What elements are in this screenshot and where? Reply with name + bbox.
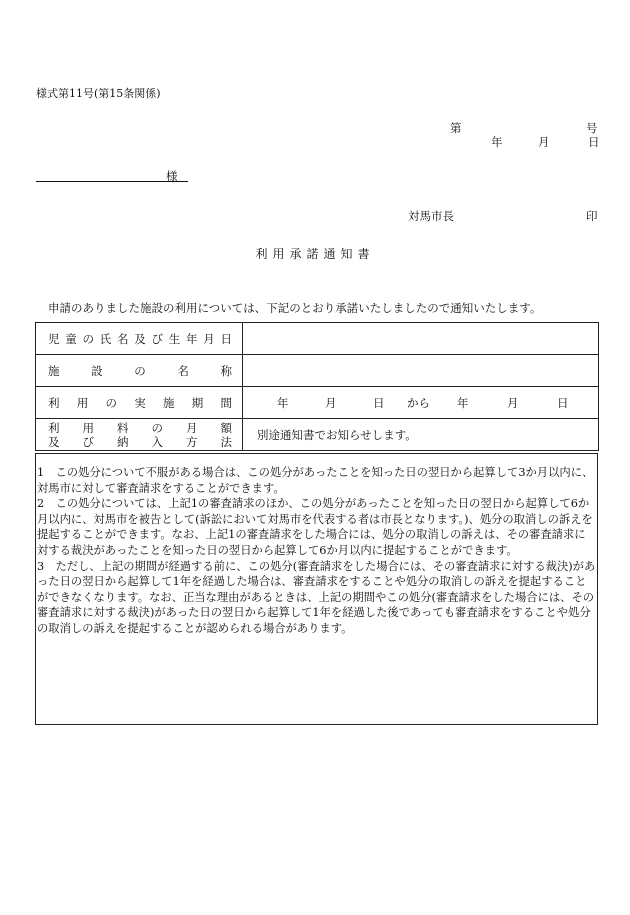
value-usage-period (243, 387, 599, 419)
label-char: 設 (91, 363, 103, 378)
document-title: 利用承諾通知書 (255, 247, 375, 261)
spread-label (36, 363, 242, 379)
label-char: の (151, 420, 163, 435)
period-month-label: 月 (325, 395, 337, 410)
label-char: 児 (48, 331, 60, 346)
table-row (36, 355, 599, 387)
note-item: 3 ただし、上記の期間が経過する前に、この処分(審査請求をした場合には、その審査請求に対する裁決)があった日の翌日から起算して1年を経過した場合は、審査請求をすることや処分の取消しの訴えを提起することができなくなります。なお、正当な理由があるときは、上記の期間やこの処分(審査請求をした場合には、その審査請求に対する裁決)があった日の翌日から起算して1年を経過した後であっても審査請求をすることや処分の取消しの訴えを提起することが認められる場合があります。 (37, 559, 596, 635)
intro-text: 申請のありました施設の利用については、下記のとおり承諾いたしましたので通知いたします。 (48, 301, 542, 315)
label-char: 年 (186, 331, 198, 346)
label-char: の (134, 363, 146, 378)
label-usage-period (36, 387, 243, 419)
note-item: 1 この処分について不服がある場合は、この処分があったことを知った日の翌日から起算して3か月以内に、対馬市に対して審査請求をすることができます。 (37, 466, 594, 495)
label-char: 及 (134, 331, 146, 346)
label-char: 用 (76, 395, 89, 410)
date-day-label: 日 (588, 135, 600, 149)
spread-label-two-line (36, 421, 242, 449)
period-month-label: 月 (507, 395, 519, 410)
label-child-name-birthdate (36, 323, 243, 355)
label-char: 実 (134, 395, 146, 410)
label-char: 利 (48, 420, 60, 435)
period-from-label: から (407, 395, 430, 410)
notes-box (35, 453, 598, 725)
table-row (36, 387, 599, 419)
label-line (48, 435, 232, 449)
label-char: 利 (48, 395, 60, 410)
label-char: 名 (117, 331, 129, 346)
table-row (36, 419, 599, 451)
date-year-label: 年 (491, 135, 503, 149)
label-line (48, 421, 232, 435)
note-item: 2 この処分については、上記1の審査請求のほか、この処分があったことを知った日の翌日から起算して6か月以内に、対馬市を被告として(訴訟において対馬市を代表する者は市長となります。)、処分の取消しの訴えを提起することができます。なお、上記1の審査請求をした場合には、処分の取消しの訴えは、その審査請求に対する裁決があったことを知った日の翌日から起算して6か月以内に提起することができます。 (37, 497, 593, 557)
seal-mark: 印 (586, 209, 598, 223)
label-char: 称 (220, 363, 232, 378)
label-fee-payment (36, 419, 243, 451)
label-char: 及 (48, 434, 60, 449)
label-char: 期 (191, 395, 204, 410)
document-number-prefix: 第 (450, 121, 462, 135)
addressee-suffix: 様 (166, 169, 178, 183)
label-char: 月 (186, 420, 198, 435)
label-char: 納 (117, 434, 129, 449)
label-char: 施 (163, 395, 175, 410)
label-char: 日 (220, 331, 232, 346)
label-char: 氏 (99, 331, 112, 346)
issuer-name: 対馬市長 (408, 209, 454, 223)
label-char: 施 (48, 363, 60, 378)
label-char: 料 (117, 420, 129, 435)
value-child-name-birthdate (243, 323, 599, 355)
spread-label (36, 331, 242, 347)
label-char: び (151, 331, 163, 346)
value-facility-name (243, 355, 599, 387)
label-char: 生 (168, 331, 181, 346)
info-table (35, 322, 599, 451)
period-day-label: 日 (373, 395, 385, 410)
label-char: 用 (82, 420, 94, 435)
label-char: 童 (65, 331, 77, 346)
label-char: び (82, 434, 94, 449)
fee-payment-text: 別途通知書でお知らせします。 (257, 427, 417, 442)
form-number: 様式第11号(第15条関係) (36, 87, 161, 100)
period-fields (243, 395, 598, 411)
date-month-label: 月 (538, 135, 550, 149)
document-number-suffix: 号 (586, 121, 598, 135)
addressee-underline (36, 181, 188, 182)
value-fee-payment (243, 419, 599, 451)
label-char: 名 (177, 363, 189, 378)
label-char: 方 (186, 434, 198, 449)
label-char: 入 (151, 434, 163, 449)
label-char: の (82, 331, 94, 346)
label-char: の (105, 395, 117, 410)
label-char: 月 (203, 331, 215, 346)
label-facility-name (36, 355, 243, 387)
label-char: 法 (220, 434, 232, 449)
spread-label (36, 395, 242, 411)
period-year-label: 年 (277, 395, 289, 410)
period-day-label: 日 (557, 395, 569, 410)
period-year-label: 年 (457, 395, 469, 410)
label-char: 間 (220, 395, 232, 410)
label-char: 額 (220, 420, 232, 435)
table-row (36, 323, 599, 355)
